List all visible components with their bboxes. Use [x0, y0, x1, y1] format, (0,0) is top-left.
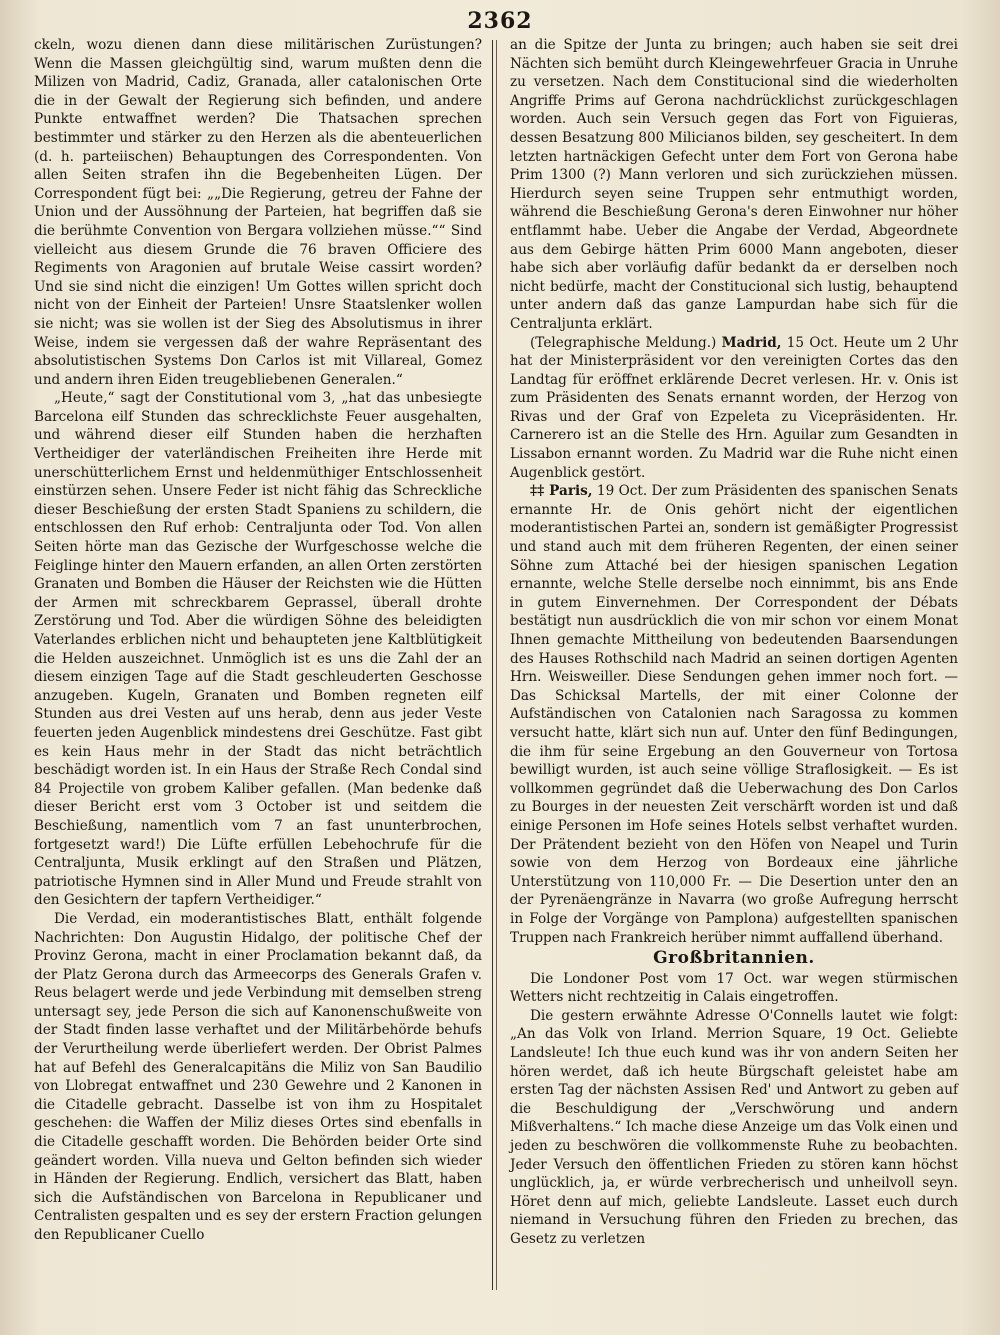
dateline-madrid: Madrid, [721, 334, 782, 351]
news-body: 19 Oct. Der zum Präsidenten des spanischen Senats ernannte Hr. de Onis gehört nicht der eigentlichen moderantistischen Partei an, sondern ist gemäßigter Progressist und stand auch mit dem früheren Regenten, der einen seiner Söhne zum Attaché bei der hiesigen spanischen Legation ernannte, welche Stelle derselbe noch einnimmt, bis ans Ende in gutem Einvernehmen. Der Correspondent der Débats bestätigt nun ausdrücklich die von mir schon vor einem Monat Ihnen gemachte Mittheilung von bedeutenden Baarsendungen des Hauses Rothschild nach Madrid an seinen dortigen Agenten Hrn. Weisweiller. Diese Sendungen gehen immer noch fort. — Das Schicksal Martells, der mit einer Colonne der Aufständischen von Catalonien nach Saragossa zu kommen versucht hatte, klärt sich nun auf. Unter den fünf Bedingungen, die ihm für seine Ergebung an den Gouverneur von Tortosa bewilligt wurden, ist auch seine völlige Straflosigkeit. — Es ist vollkommen gegründet daß die Ueberwachung des Don Carlos zu Bourges in der neuesten Zeit verschärft worden ist und daß einige Personen im Hofe seines Hotels selbst verhaftet wurden. Der Prätendent bezieht von den Höfen von Neapel und Turin sowie von dem Herzog von Bordeaux eine jährliche Unterstützung von 110,000 Fr. — Die Desertion unter den an der Pyrenäengränze in Navarra (wo große Aufregung herrscht in Folge der Vorgänge von Pamplona) aufgestellten spanischen Truppen nach Frankreich herüber nimmt auffallend überhand. [510, 483, 958, 946]
article-paragraph: ckeln, wozu dienen dann diese militärischen Zurüstungen? Wenn die Massen gleichgültig sind, warum mußten denn die Milizen von Madrid, Cadiz, Granada, aller catalonischen Orte die in der Gewalt der Regierung sich befinden, und andere Punkte entwaffnet werden? Die Thatsachen sprechen bestimmter und stärker zu den Herzen als die abenteuerlichen (d. h. parteiischen) Behauptungen des Correspondenten. Von allen Seiten strafen ihn die Begebenheiten Lügen. Der Correspondent fügt bei: „„Die Regierung, getreu der Fahne der Union und der Aussöhnung der Parteien, hat begriffen daß sie die berühmte Convention von Bergara vollziehen müsse.““ Sind vielleicht aus diesem Grunde die 76 braven Officiere des Regiments von Aragonien auf brutale Weise cassirt worden? Und sie sind nicht die einzigen! Um Gottes willen spricht doch nicht von der Einheit der Parteien! Unsre Staatslenker wollen sie nicht; was sie wollen ist der Sieg des Absolutismus in ihrer Weise, indem sie vergessen daß der wahre Repräsentant des absolutistischen Systems Don Carlos ist mit Villareal, Gomez und andern ihren Eiden treugebliebenen Generalen.“ [34, 37, 482, 388]
right-column [510, 36, 958, 1249]
article-paragraph: Die gestern erwähnte Adresse O'Connells lautet wie folgt: „An das Volk von Irland. Merrion Square, 19 Oct. Geliebte Landsleute! Ich thue euch kund was ihr von andern Seiten her hören werdet, daß ich heute Bürgschaft geleistet habe am ersten Tag der nächsten Assisen Red' und Antwort zu geben auf die Beschuldigung der „Verschwörung und andern Mißverhaltens.“ Ich mache diese Anzeige um das Volk einen und jeden zu beschwören die vollkommenste Ruhe zu beobachten. Jeder Versuch den öffentlichen Frieden zu stören kann höchst unglücklich, ja, er würde verbrecherisch und unheilvoll seyn. Höret denn auf mich, geliebte Landsleute. Lasset euch durch niemand in Versuchung führen den Frieden zu brechen, das Gesetz zu verletzen [510, 1007, 958, 1247]
article-paragraph: Die Verdad, ein moderantistisches Blatt, enthält folgende Nachrichten: Don Augustin Hidalgo, der politische Chef der Provinz Gerona, macht in einer Proclamation bekannt daß, da der Platz Gerona durch das Armeecorps des Generals Grafen v. Reus belagert werde und jede Verbindung mit demselben streng untersagt sey, jede Person die sich auf Kanonenschußweite von der Stadt finden lasse verhaftet und der Militärbehörde behufs der Verurtheilung werde überliefert werden. Der Obrist Palmes hat auf Befehl des Generalcapitäns die Miliz von San Baudilio von Llobregat entwaffnet und 230 Gewehre und 2 Kanonen in die Citadelle gebracht. Dasselbe ist von ihm zu Hospitalet geschehen: die Waffen der Miliz dieses Ortes sind ebenfalls in die Citadelle geschafft worden. Die Behörden beider Orte sind geändert worden. Villa nueva und Gelton befinden sich wieder in Händen der Regierung. Endlich, versichert das Blatt, haben sich die Aufständischen von Barcelona in Republicaner und Centralisten gespalten und es sey der erstern Fraction gelungen den Republicaner Cuello [34, 910, 482, 1243]
report-source: (Telegraphische Meldung.) [530, 334, 717, 351]
news-item-madrid [510, 334, 958, 483]
page-number: 2362 [467, 8, 533, 34]
article-paragraph: Die Londoner Post vom 17 Oct. war wegen stürmischen Wetters nicht rechtzeitig in Calais eingetroffen. [510, 970, 958, 1006]
dateline-paris: ‡‡ Paris, [530, 483, 593, 500]
column-divider [492, 40, 493, 1290]
news-item-paris [510, 482, 958, 947]
news-body: 15 Oct. Heute um 2 Uhr hat der Ministerpräsident vor den vereinigten Cortes das den Landtag für eröffnet erklärende Decret verlesen. Hr. v. Onis ist zum Präsidenten des Senats ernannt worden, der Herzog von Rivas und der Graf von Ezpeleta zu Vicepräsidenten. Hr. Carnerero ist an die Stelle des Hrn. Aguilar zum Gesandten in Lissabon ernannt worden. Zu Madrid war die Ruhe nicht einen Augenblick gestört. [510, 334, 958, 481]
left-column [34, 36, 482, 1245]
column-divider-inner [496, 40, 497, 1290]
section-heading: Großbritannien. [653, 948, 815, 969]
article-paragraph: an die Spitze der Junta zu bringen; auch haben sie seit drei Nächten sich bemüht durch Kleingewehrfeuer Gracia in Unruhe zu versetzen. Nach dem Constitucional sind die wiederholten Angriffe Prims auf Gerona nachdrücklichst zurückgeschlagen worden. Auch sein Versuch gegen das Fort von Figuieras, dessen Besatzung 800 Milicianos bilden, sey gescheitert. In dem letzten hartnäckigen Gefecht unter dem Fort von Gerona habe Prim 1300 (?) Mann verloren und sich zurückziehen müssen. Hierdurch seyen seine Truppen sehr entmuthigt worden, während die Beschießung Gerona's deren Einwohner nur höher entflammt habe. Ueber die Angabe der Verdad, Abgeordnete aus dem Gebirge hätten Prim 6000 Mann angeboten, dieser habe sich aber vorläufig dafür bedankt da er derselben noch nicht bedürfe, macht der Constitucional sich lustig, behauptend unter andern daß das ganze Lampurdan habe sich für die Centraljunta erklärt. [510, 37, 958, 332]
article-paragraph: „Heute,“ sagt der Constitutional vom 3, „hat das unbesiegte Barcelona eilf Stunden das schrecklichste Feuer ausgehalten, und während dieser eilf Stunden haben die herzhaften Vertheidiger der vaterländischen Freiheiten ihre Herde mit unerschütterlichem Ernst und heldenmüthiger Entschlossenheit einstürzen sehen. Unsere Feder ist nicht fähig das Schreckliche dieser Beschießung der ersten Stadt Spaniens zu schildern, die entschlossen den Ruf erhob: Centraljunta oder Tod. Von allen Seiten hörte man das Gezische der Wurfgeschosse welche die Feiglinge hinter den Mauern erfanden, an allen Orten zerstörten Granaten und Bomben die Häuser der Reichsten wie die Hütten der Armen mit schreckbarem Geprassel, überall drohte Zerstörung und Tod. Aber die würdigen Söhne des beleidigten Vaterlandes erblichen nicht und behaupteten jene Kaltblütigkeit die Helden auszeichnet. Unmöglich ist es uns die Zahl der an diesem einzigen Tage auf die Stadt geschleuderten Geschosse anzugeben. Kugeln, Granaten und Bomben regneten eilf Stunden aus drei Vesten auf uns herab, denn aus jeder Veste feuerten jeden Augenblick mindestens drei Geschütze. Fast gibt es kein Haus mehr in der Stadt das nicht beträchtlich beschädigt worden ist. In ein Haus der Straße Rech Condal sind 84 Projectile von grobem Kaliber gefallen. (Man bedenke daß dieser Bericht erst vom 3 October ist und seitdem die Beschießung, namentlich vom 7 an fast ununterbrochen, fortgesetzt ward!) Die Lüfte erfüllen Lebehochrufe für die Centraljunta, Musik erklingt auf den Straßen und Plätzen, patriotische Hymnen sind in Aller Mund und Freude strahlt von den Gesichtern der tapfern Vertheidiger.“ [34, 390, 482, 909]
